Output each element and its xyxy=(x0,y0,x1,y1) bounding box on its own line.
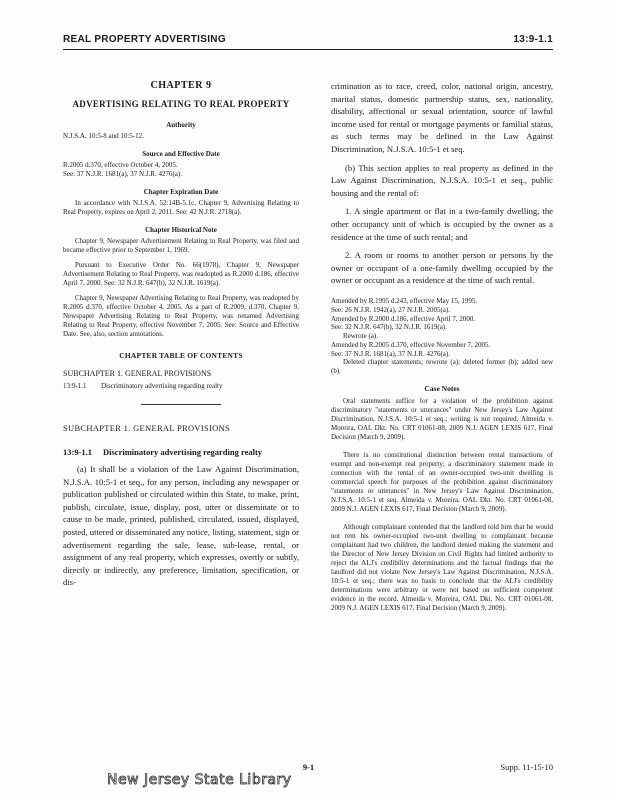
amendment-history xyxy=(331,297,553,376)
library-watermark: New Jersey State Library xyxy=(107,772,292,788)
source-heading: Source and Effective Date xyxy=(142,150,220,158)
paragraph-a: (a) It shall be a violation of the Law Against Discrimination, N.J.S.A. 10:5-1 et seq., for any person, including any newspaper or publication published or circulated within this State, to make, print, publish, circulate, issue, display, post, utter or disseminate or to cause to be made, printed, published, circulated, issued, displayed, posted, uttered or disseminated any notice, listing, statement, sign or advertisement regarding the sale, lease, sub-lease, rental, or assignment of any real property, which expresses, overtly or subtly, directly or indirectly, any preference, limitation, specification, or dis- xyxy=(63,464,299,588)
right-column xyxy=(331,80,553,622)
amendment-line: Amended by R.2005 d.370, effective November 7, 2005. xyxy=(331,340,491,349)
case-note-1: Oral statements suffice for a violation of the prohibition against discriminatory "statements or utterances" under New Jersey's Law Against Discrimination, N.J.S.A. 10:5-1 et seq.; writing is not required. Almeida v. Moreira, OAL Dkt. No. CRT 01061-08, 2009 N.J. AGEN LEXIS 617, Final Decision (March 9, 2009). xyxy=(331,397,553,442)
historical-note-3: Chapter 9, Newspaper Advertising Relating to Real Property, was readopted by R.2005 d.370, effective October 4, 2005. As a part of R.2009, d.370, Chapter 9, Newspaper Advertising Relating to Real Property, was renamed Advertising Relating to Real Property, effective November 7, 2005. See: Source and Effective Date. See, also, section annotations. xyxy=(63,294,299,338)
toc-subchapter: SUBCHAPTER 1. GENERAL PROVISIONS xyxy=(63,369,212,378)
paragraph-a-continued: crimination as to race, creed, color, national origin, ancestry, marital status, domestic partnership status, sex, nationality, disability, affectional or sexual orientation, source of lawful income used for rental or mortgage payments or familial status, as such terms may be defined in the Law Against Discrimination, N.J.S.A. 10:5-1 et seq. xyxy=(331,81,553,154)
subchapter-title: SUBCHAPTER 1. GENERAL PROVISIONS xyxy=(63,423,231,433)
authority-heading: Authority xyxy=(166,121,196,129)
chapter-title: ADVERTISING RELATING TO REAL PROPERTY xyxy=(72,99,290,109)
amendment-line: See: 37 N.J.R. 1681(a), 37 N.J.R. 4276(a). xyxy=(331,349,450,358)
expiration-heading: Chapter Expiration Date xyxy=(143,188,219,196)
amendment-line: Amended by R.1995 d.243, effective May 15, 1995. xyxy=(331,296,478,305)
amendment-line: Amended by R.2000 d.186, effective April 7, 2000. xyxy=(331,314,476,323)
divider xyxy=(141,404,221,405)
authority-text: N.J.S.A. 10:5-8 and 10:5-12. xyxy=(63,132,144,140)
paragraph-b-item-1: 1. A single apartment or flat in a two-family dwelling, the other occupancy unit of which is occupied by the owner as a residence at the time of such rental; and xyxy=(331,206,553,242)
historical-note-1: Chapter 9, Newspaper Advertisement Relating to Real Property, was filed and became effective prior to September 1, 1969. xyxy=(63,237,299,254)
case-note-3: Although complainant contended that the landlord told him that he would not rent his owner-occupied two-unit dwelling to complainant because complainant had two children, the landlord denied making the statement and the Director of New Jersey Division on Civil Rights had limited authority to reject the ALJ's credibility determinations and the factual findings that the landlord did not violate New Jersey's Law Against Discrimination, N.J.S.A. 10:5-1 et seq.; there was no basis to conclude that the ALJ's credibility determinations were arbitrary or were not based on sufficient competent evidence in the record. Almeida v. Moreira, OAL Dkt. No. CRT 01061-08, 2009 N.J. AGEN LEXIS 617, Final Decision (March 9, 2009). xyxy=(331,523,553,613)
header-rule xyxy=(63,49,553,50)
page-number: 9-1 xyxy=(302,762,315,772)
chapter-number: CHAPTER 9 xyxy=(150,80,212,91)
amendment-line: Rewrote (a). xyxy=(343,332,378,341)
supplement-date: Supp. 11-15-10 xyxy=(500,762,553,772)
amendment-line: See: 26 N.J.R. 1942(a), 27 N.J.R. 2005(a). xyxy=(331,305,450,314)
section-number: 13:9-1.1 xyxy=(63,447,93,457)
running-header xyxy=(63,34,553,45)
historical-heading: Chapter Historical Note xyxy=(145,226,217,234)
header-section-number: 13:9-1.1 xyxy=(513,34,553,45)
toc-entry-title: Discriminatory advertising regarding realty xyxy=(101,382,223,390)
amendment-line: Deleted chapter statements; rewrote (a); deleted former (b); added new (b). xyxy=(331,358,553,376)
case-notes-heading: Case Notes xyxy=(424,384,460,394)
section-title: Discriminatory advertising regarding realty xyxy=(103,447,263,457)
section-heading xyxy=(63,447,299,457)
toc-heading: CHAPTER TABLE OF CONTENTS xyxy=(119,351,243,360)
source-text-2: See: 37 N.J.R. 1681(a), 37 N.J.R. 4276(a). xyxy=(63,170,182,178)
case-note-2: There is no constitutional distinction between rental transactions of exempt and non-exempt real property; a discriminatory statement made in connection with the rental of an owner-occupied two-unit dwelling is commercial speech for purposes of the prohibition against discriminatory "statements or utterances" in New Jersey's Law Against Discrimination, N.J.S.A. 10:5-1 et seq. Almeida v. Moreira, OAL Dkt. No. CRT 01061-08, 2009 N.J. AGEN LEXIS 617, Final Decision (March 9, 2009). xyxy=(331,451,553,514)
toc-entry[interactable] xyxy=(63,382,299,390)
toc-entry-number: 13:9-1.1 xyxy=(63,382,87,390)
paragraph-b: (b) This section applies to real property as defined in the Law Against Discrimination, N.J.S.A. 10:5-1 et seq., public housing and the rental of: xyxy=(331,162,553,198)
left-column xyxy=(63,80,299,595)
source-text-1: R.2005 d.370, effective October 4, 2005. xyxy=(63,161,178,169)
paragraph-b-item-2: 2. A room or rooms to another person or persons by the owner or occupant of a one-family dwelling occupied by the owner or occupant as a residence at the time of such rental. xyxy=(331,250,553,286)
expiration-text: In accordance with N.J.S.A. 52:14B-5.1c, Chapter 9, Advertising Relating to Real Property, expires on April 2, 2011. See: 42 N.J.R. 2718(a). xyxy=(63,199,299,216)
historical-note-2: Pursuant to Executive Order No. 66(1978), Chapter 9, Newspaper Advertisement Relating to Real Property, was readopted as R.2000 d.186, effective April 7, 2000. See: 32 N.J.R. 647(b), 32 N.J.R. 1619(a). xyxy=(63,261,299,287)
amendment-line: See: 32 N.J.R. 647(b), 32 N.J.R. 1619(a). xyxy=(331,323,447,332)
header-title: REAL PROPERTY ADVERTISING xyxy=(63,34,226,45)
